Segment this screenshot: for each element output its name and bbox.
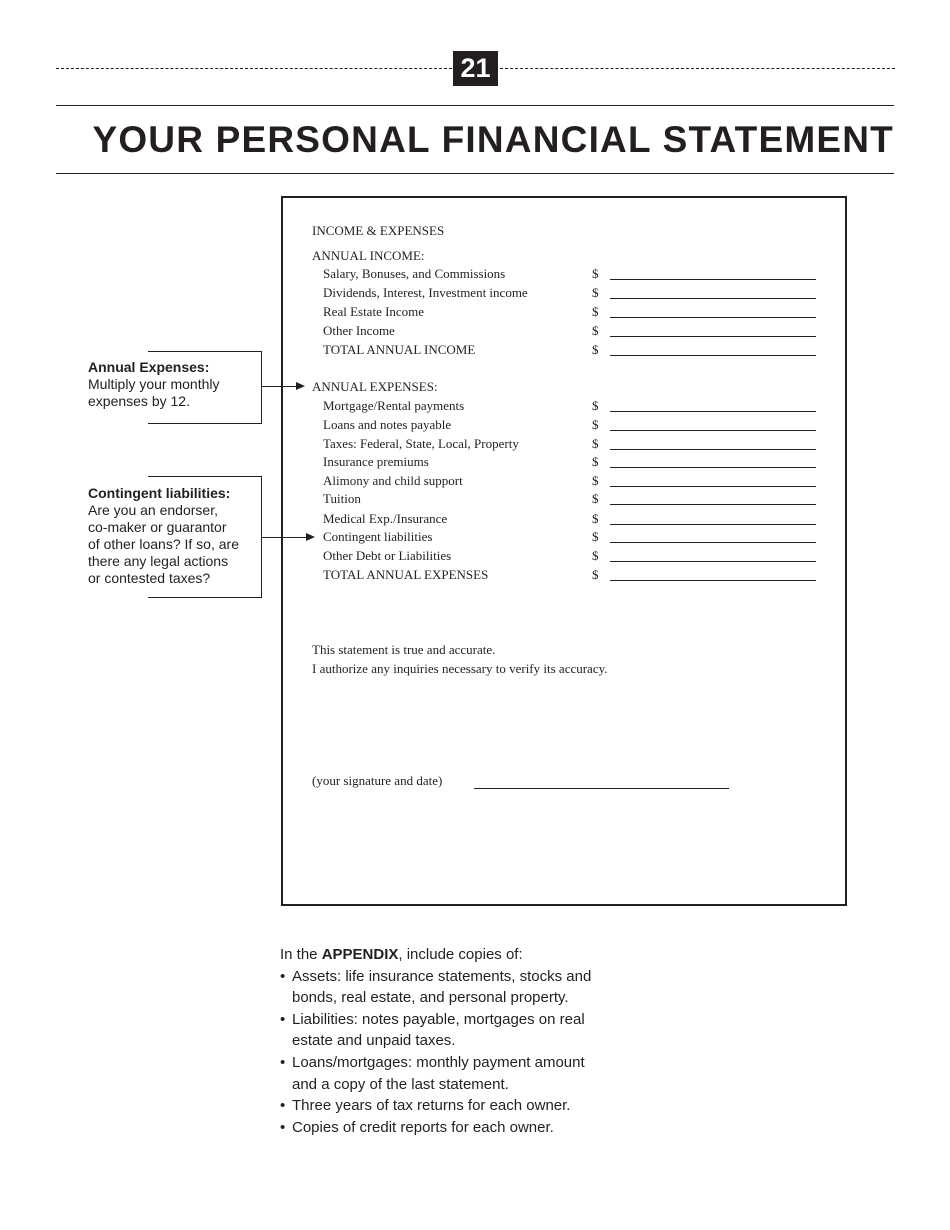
- dollar-sign: $: [592, 417, 599, 432]
- expense-total-row: [312, 567, 816, 585]
- header-dash-left: [56, 68, 452, 69]
- dollar-sign: $: [592, 398, 599, 413]
- header-dash-right: [500, 68, 895, 69]
- dollar-sign: $: [592, 491, 599, 506]
- page-title: YOUR PERSONAL FINANCIAL STATEMENT: [92, 119, 894, 160]
- amount-blank[interactable]: [610, 504, 816, 505]
- appendix-bullet: • Copies of credit reports for each owner.: [280, 1117, 620, 1139]
- signature-label: (your signature and date): [312, 773, 443, 788]
- row-label: Loans and notes payable: [323, 417, 452, 432]
- expense-row: [312, 417, 816, 435]
- row-label: Real Estate Income: [323, 304, 425, 319]
- appendix-bullet: • Three years of tax returns for each owner.: [280, 1095, 620, 1117]
- dollar-sign: $: [592, 548, 599, 563]
- appendix-instructions: [280, 944, 620, 1138]
- amount-blank[interactable]: [610, 336, 816, 337]
- row-label: Medical Exp./Insurance: [323, 511, 448, 526]
- contingent-bracket: [148, 476, 262, 598]
- note-line: co-maker or guarantor: [88, 519, 227, 535]
- amount-blank[interactable]: [610, 486, 816, 487]
- expense-row: [312, 529, 816, 547]
- amount-blank[interactable]: [610, 542, 816, 543]
- expense-row: [312, 511, 816, 529]
- arrow-right-icon: [306, 533, 315, 541]
- income-row: [312, 266, 816, 284]
- expense-row: [312, 491, 816, 509]
- appendix-bullet: • Loans/mortgages: monthly payment amount and a copy of the last statement.: [280, 1052, 620, 1095]
- expenses-heading: ANNUAL EXPENSES:: [312, 379, 438, 394]
- expense-row: [312, 398, 816, 416]
- amount-blank[interactable]: [610, 580, 816, 581]
- amount-blank[interactable]: [610, 449, 816, 450]
- amount-blank[interactable]: [610, 411, 816, 412]
- row-label: TOTAL ANNUAL INCOME: [323, 342, 476, 357]
- income-total-row: [312, 342, 816, 360]
- row-label: Contingent liabilities: [323, 529, 433, 544]
- note-heading: Annual Expenses:: [88, 359, 210, 375]
- appendix-intro: In the APPENDIX, include copies of:: [280, 946, 523, 963]
- amount-blank[interactable]: [610, 317, 816, 318]
- row-label: Insurance premiums: [323, 454, 429, 469]
- note-line: Are you an endorser,: [88, 502, 218, 518]
- expense-row: [312, 436, 816, 454]
- expense-row: [312, 473, 816, 491]
- dollar-sign: $: [592, 454, 599, 469]
- amount-blank[interactable]: [610, 430, 816, 431]
- note-line: of other loans? If so, are: [88, 536, 239, 552]
- amount-blank[interactable]: [610, 279, 816, 280]
- page-number: 21: [453, 51, 498, 86]
- row-label: Other Debt or Liabilities: [323, 548, 452, 563]
- row-label: Dividends, Interest, Investment income: [323, 285, 528, 300]
- row-label: Tuition: [323, 491, 361, 506]
- amount-blank[interactable]: [610, 524, 816, 525]
- note-line: expenses by 12.: [88, 393, 190, 409]
- dollar-sign: $: [592, 511, 599, 526]
- annual-expenses-bracket: [148, 351, 262, 424]
- appendix-bullet: • Liabilities: notes payable, mortgages on real estate and unpaid taxes.: [280, 1009, 620, 1052]
- dollar-sign: $: [592, 304, 599, 319]
- row-label: Salary, Bonuses, and Commissions: [323, 266, 506, 281]
- appendix-keyword: APPENDIX: [321, 946, 399, 963]
- note-line: there any legal actions: [88, 553, 229, 569]
- row-label: Mortgage/Rental payments: [323, 398, 465, 413]
- contingent-arrow-line: [261, 537, 307, 538]
- income-heading: ANNUAL INCOME:: [312, 248, 425, 263]
- amount-blank[interactable]: [610, 355, 816, 356]
- note-heading: Contingent liabilities:: [88, 485, 231, 501]
- amount-blank[interactable]: [610, 298, 816, 299]
- income-row: [312, 304, 816, 322]
- section-title: INCOME & EXPENSES: [312, 223, 445, 238]
- dollar-sign: $: [592, 266, 599, 281]
- amount-blank[interactable]: [610, 561, 816, 562]
- dollar-sign: $: [592, 567, 599, 582]
- income-row: [312, 285, 816, 303]
- dollar-sign: $: [592, 529, 599, 544]
- expense-row: [312, 548, 816, 566]
- statement-line-1: This statement is true and accurate.: [312, 642, 496, 657]
- arrow-right-icon: [296, 382, 305, 390]
- appendix-bullet: • Assets: life insurance statements, stocks and bonds, real estate, and personal property.: [280, 966, 620, 1009]
- amount-blank[interactable]: [610, 467, 816, 468]
- dollar-sign: $: [592, 473, 599, 488]
- dollar-sign: $: [592, 323, 599, 338]
- row-label: Other Income: [323, 323, 395, 338]
- row-label: Alimony and child support: [323, 473, 463, 488]
- row-label: TOTAL ANNUAL EXPENSES: [323, 567, 489, 582]
- dollar-sign: $: [592, 342, 599, 357]
- expense-row: [312, 454, 816, 472]
- note-line: Multiply your monthly: [88, 376, 220, 392]
- title-rule-top: [56, 105, 894, 106]
- title-rule-bottom: [56, 173, 894, 174]
- annual-expenses-arrow-line: [261, 386, 297, 387]
- statement-line-2: I authorize any inquiries necessary to verify its accuracy.: [312, 661, 608, 676]
- signature-blank[interactable]: [474, 788, 729, 789]
- dollar-sign: $: [592, 285, 599, 300]
- income-row: [312, 323, 816, 341]
- note-line: or contested taxes?: [88, 570, 211, 586]
- dollar-sign: $: [592, 436, 599, 451]
- row-label: Taxes: Federal, State, Local, Property: [323, 436, 519, 451]
